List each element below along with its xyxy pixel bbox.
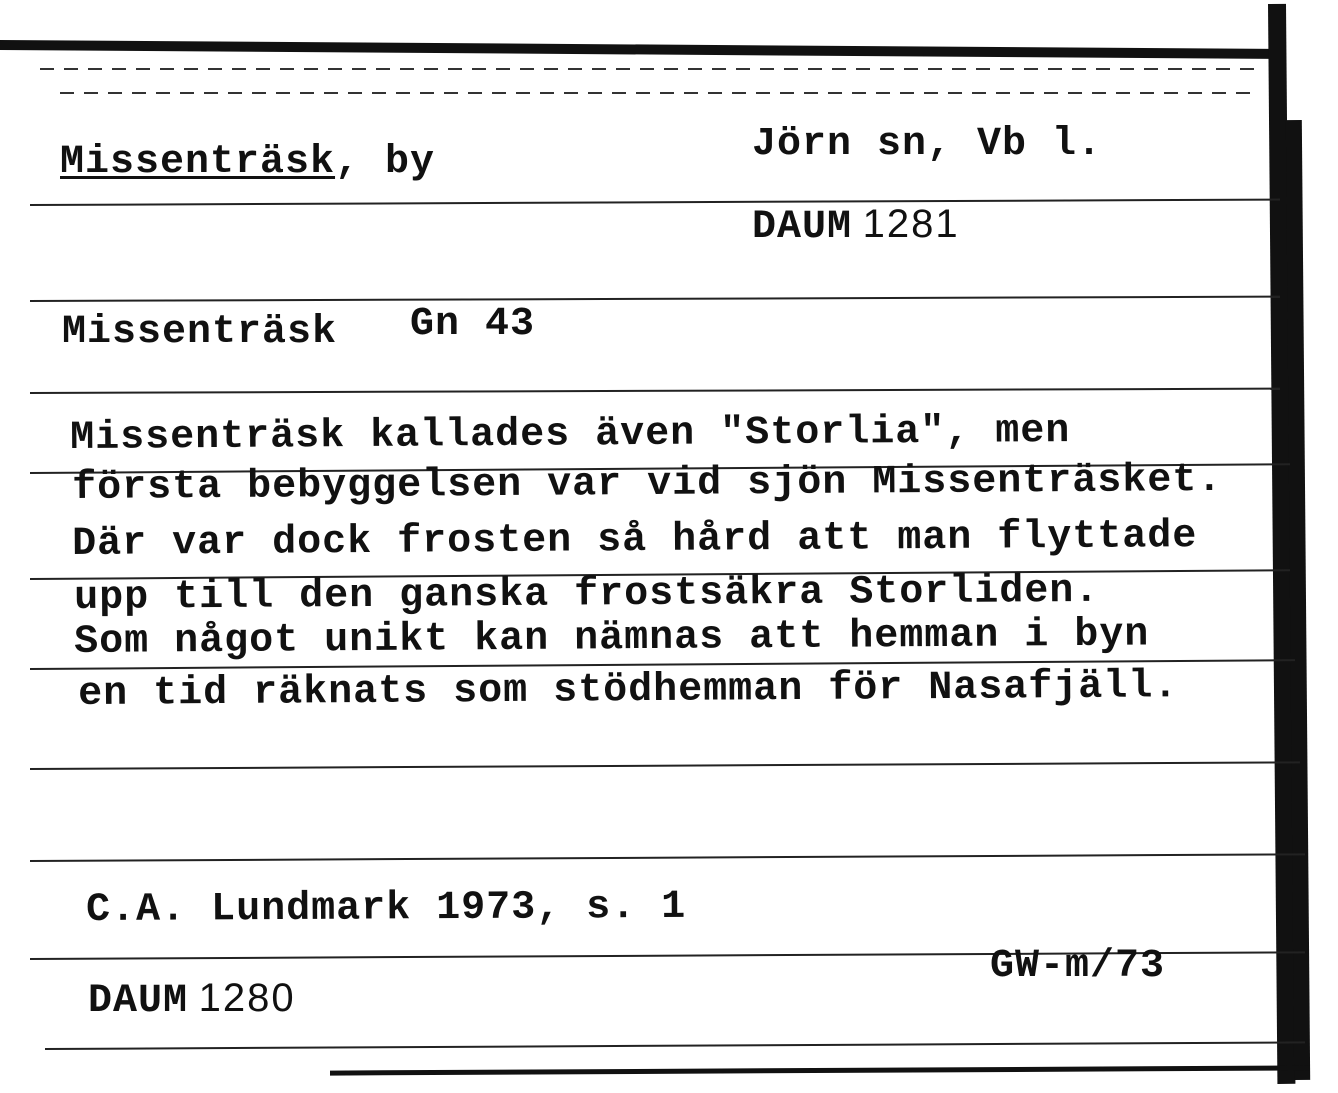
source-citation: C.A. Lundmark 1973, s. 1 bbox=[86, 884, 687, 933]
recorder-code: GW-m/73 bbox=[990, 944, 1166, 989]
archive-label: DAUM bbox=[88, 979, 189, 1024]
ruled-line bbox=[45, 1041, 1305, 1050]
body-line: första bebyggelsen var vid sjön Missenträsket. bbox=[72, 457, 1223, 511]
archive-ref-bottom bbox=[88, 976, 296, 1024]
body-line: Som något unikt kan nämnas att hemman i byn bbox=[74, 612, 1150, 665]
card-bottom-border bbox=[330, 1065, 1310, 1075]
place-name-line bbox=[60, 140, 435, 185]
body-line: upp till den ganska frostsäkra Storliden. bbox=[74, 568, 1100, 621]
body-line: en tid räknats som stödhemman för Nasafjäll. bbox=[78, 664, 1179, 717]
ruled-line bbox=[60, 92, 1260, 94]
reference-name: Missenträsk bbox=[62, 310, 338, 355]
ruled-line bbox=[30, 853, 1305, 862]
ruled-line bbox=[30, 296, 1280, 302]
reference-code-text: Gn 43 bbox=[410, 302, 536, 347]
archive-label: DAUM bbox=[752, 205, 853, 250]
parish: Jörn sn, Vb l. bbox=[752, 122, 1103, 167]
place-type: , by bbox=[335, 140, 436, 185]
body-line: Där var dock frosten så hård att man flyttade bbox=[72, 514, 1198, 567]
archive-ref-top bbox=[752, 202, 960, 250]
body-line: Missenträsk kallades även "Storlia", men bbox=[70, 409, 1071, 461]
reference-code bbox=[410, 302, 535, 347]
archive-number: 1281 bbox=[862, 202, 960, 246]
ruled-line bbox=[30, 199, 1280, 206]
ruled-line bbox=[30, 761, 1300, 770]
ruled-line bbox=[40, 68, 1260, 70]
place-name: Missenträsk bbox=[60, 140, 336, 185]
ruled-line bbox=[30, 388, 1280, 394]
card-top-border bbox=[0, 40, 1285, 59]
archive-number: 1280 bbox=[198, 976, 296, 1020]
